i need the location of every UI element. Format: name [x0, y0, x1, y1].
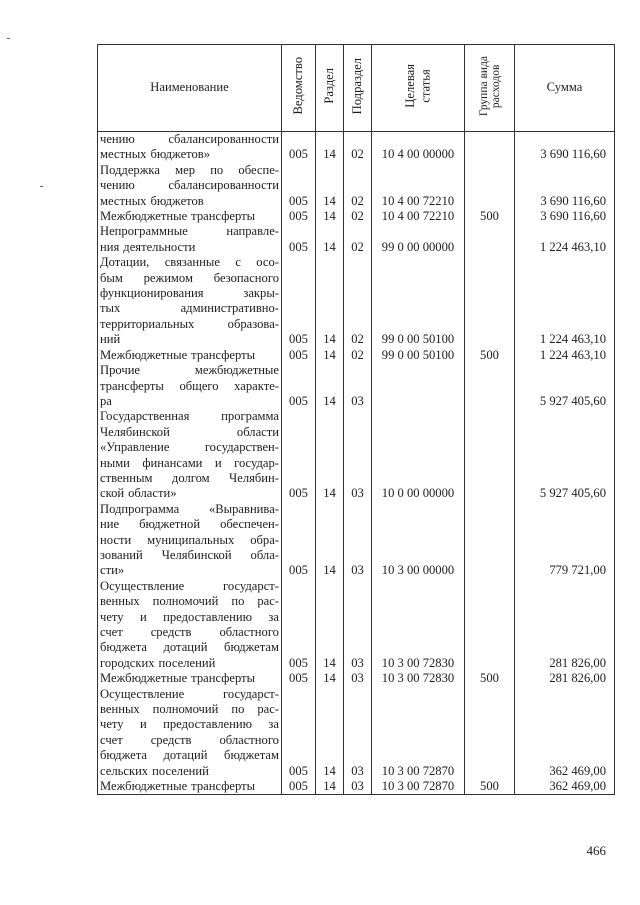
section-cell: 14: [316, 502, 344, 579]
margin-mark: [40, 186, 43, 187]
col-sum-header: Сумма: [515, 45, 615, 132]
target-cell: 10 4 00 00000: [372, 132, 465, 163]
dept-cell: 005: [282, 255, 316, 347]
row-name-cell: [98, 209, 282, 224]
row-name-line: ний: [100, 332, 121, 347]
row-name-line: бюджета дотаций бюджетам: [100, 640, 279, 655]
dept-cell: 005: [282, 502, 316, 579]
table-row: [98, 502, 615, 579]
row-name-line: Межбюджетные трансферты: [100, 209, 256, 224]
row-name-cell: [98, 687, 282, 779]
row-name-cell: [98, 363, 282, 409]
target-cell: 10 4 00 72210: [372, 209, 465, 224]
sum-cell: 3 690 116,60: [515, 132, 615, 163]
col-group-header: Группа вида расходов: [465, 45, 515, 132]
group-cell: [465, 255, 515, 347]
table-row: [98, 671, 615, 686]
row-name-line: Поддержка мер по обеспе-: [100, 162, 279, 177]
row-name-line: Челябинской области: [100, 424, 279, 439]
section-cell: 14: [316, 409, 344, 501]
dept-cell: 005: [282, 363, 316, 409]
margin-mark: [7, 38, 10, 39]
row-name-line: Государственная программа: [100, 409, 279, 424]
section-cell: 14: [316, 255, 344, 347]
sum-cell: 3 690 116,60: [515, 209, 615, 224]
group-cell: [465, 224, 515, 255]
group-cell: 500: [465, 209, 515, 224]
section-cell: 14: [316, 348, 344, 363]
row-name-line: функционирования закры-: [100, 286, 279, 301]
row-name-line: Прочие межбюджетные: [100, 363, 279, 378]
row-name-line: венных полномочий по рас-: [100, 702, 279, 717]
subsection-cell: 02: [344, 132, 372, 163]
section-cell: 14: [316, 687, 344, 779]
group-cell: [465, 579, 515, 671]
row-name-cell: [98, 348, 282, 363]
row-name-cell: [98, 579, 282, 671]
group-cell: [465, 409, 515, 501]
row-name-line: Подпрограмма «Выравнива-: [100, 501, 279, 516]
col-target-header: Целевая статья: [372, 45, 465, 132]
table-row: [98, 687, 615, 779]
col-subsection-header: Подраздел: [344, 45, 372, 132]
table-row: [98, 348, 615, 363]
col-dept-header: Ведомство: [282, 45, 316, 132]
sum-cell: 779 721,00: [515, 502, 615, 579]
row-name-line: сельских поселений: [100, 763, 209, 778]
row-name-line: трансферты общего характе-: [100, 378, 279, 393]
dept-cell: 005: [282, 671, 316, 686]
table-row: [98, 779, 615, 795]
table-row: [98, 132, 615, 163]
sum-cell: 5 927 405,60: [515, 409, 615, 501]
sum-cell: 3 690 116,60: [515, 163, 615, 209]
table-body: [98, 132, 615, 795]
row-name-line: счет средств областного: [100, 732, 279, 747]
row-name-line: Осуществление государст-: [100, 686, 279, 701]
sum-cell: 1 224 463,10: [515, 255, 615, 347]
target-cell: 99 0 00 50100: [372, 348, 465, 363]
target-cell: 99 0 00 00000: [372, 224, 465, 255]
row-name-line: сти»: [100, 563, 125, 578]
row-name-line: «Управление государствен-: [100, 440, 279, 455]
row-name-line: чету и предоставлению за: [100, 717, 279, 732]
table-row: [98, 163, 615, 209]
row-name-line: ственным долгом Челябин-: [100, 470, 279, 485]
subsection-cell: 03: [344, 687, 372, 779]
row-name-line: ра: [100, 393, 112, 408]
target-cell: [372, 363, 465, 409]
row-name-line: местных бюджетов»: [100, 147, 211, 162]
table-header-row: [98, 45, 615, 132]
table-row: [98, 209, 615, 224]
row-name-line: Межбюджетные трансферты: [100, 671, 256, 686]
subsection-cell: 03: [344, 502, 372, 579]
row-name-cell: [98, 163, 282, 209]
section-cell: 14: [316, 671, 344, 686]
group-cell: 500: [465, 348, 515, 363]
section-cell: 14: [316, 163, 344, 209]
row-name-line: чету и предоставлению за: [100, 609, 279, 624]
group-cell: [465, 502, 515, 579]
sum-cell: 362 469,00: [515, 687, 615, 779]
dept-cell: 005: [282, 224, 316, 255]
row-name-line: местных бюджетов: [100, 193, 204, 208]
group-cell: 500: [465, 779, 515, 795]
row-name-line: зований Челябинской обла-: [100, 547, 279, 562]
sum-cell: 1 224 463,10: [515, 348, 615, 363]
target-cell: 10 0 00 00000: [372, 409, 465, 501]
row-name-line: счет средств областного: [100, 625, 279, 639]
subsection-cell: 02: [344, 209, 372, 224]
target-cell: 99 0 00 50100: [372, 255, 465, 347]
row-name-cell: [98, 779, 282, 795]
subsection-cell: 03: [344, 671, 372, 686]
table-row: [98, 579, 615, 671]
row-name-line: городских поселений: [100, 655, 216, 670]
row-name-line: венных полномочий по рас-: [100, 594, 279, 609]
table-row: [98, 255, 615, 347]
row-name-cell: [98, 409, 282, 501]
row-name-line: тых административно-: [100, 301, 279, 316]
subsection-cell: 03: [344, 579, 372, 671]
subsection-cell: 03: [344, 409, 372, 501]
target-cell: 10 3 00 00000: [372, 502, 465, 579]
sum-cell: 1 224 463,10: [515, 224, 615, 255]
target-cell: 10 3 00 72870: [372, 779, 465, 795]
section-cell: 14: [316, 132, 344, 163]
section-cell: 14: [316, 363, 344, 409]
table-row: [98, 409, 615, 501]
target-cell: 10 3 00 72830: [372, 579, 465, 671]
group-cell: [465, 132, 515, 163]
row-name-line: Дотации, связанные с осо-: [100, 255, 279, 270]
target-cell: 10 3 00 72830: [372, 671, 465, 686]
sum-cell: 281 826,00: [515, 579, 615, 671]
section-cell: 14: [316, 779, 344, 795]
page-number: 466: [586, 843, 606, 858]
row-name-line: территориальных образова-: [100, 316, 279, 331]
row-name-line: Межбюджетные трансферты: [100, 779, 256, 794]
row-name-cell: [98, 671, 282, 686]
row-name-cell: [98, 132, 282, 163]
section-cell: 14: [316, 209, 344, 224]
row-name-line: Межбюджетные трансферты: [100, 347, 256, 362]
section-cell: 14: [316, 224, 344, 255]
subsection-cell: 02: [344, 163, 372, 209]
section-cell: 14: [316, 579, 344, 671]
row-name-line: чению сбалансированности: [100, 132, 279, 146]
col-section-header: Раздел: [316, 45, 344, 132]
row-name-line: бюджета дотаций бюджетам: [100, 748, 279, 763]
dept-cell: 005: [282, 163, 316, 209]
dept-cell: 005: [282, 348, 316, 363]
dept-cell: 005: [282, 779, 316, 795]
row-name-cell: [98, 502, 282, 579]
group-cell: 500: [465, 671, 515, 686]
row-name-line: чению сбалансированности: [100, 178, 279, 193]
row-name-line: ние бюджетной обеспечен-: [100, 517, 279, 532]
table-row: [98, 224, 615, 255]
row-name-cell: [98, 255, 282, 347]
subsection-cell: 03: [344, 779, 372, 795]
row-name-line: бым режимом безопасного: [100, 270, 279, 285]
target-cell: 10 3 00 72870: [372, 687, 465, 779]
budget-table: [97, 44, 615, 795]
sum-cell: 5 927 405,60: [515, 363, 615, 409]
group-cell: [465, 163, 515, 209]
subsection-cell: 02: [344, 224, 372, 255]
row-name-line: Осуществление государст-: [100, 578, 279, 593]
table-row: [98, 363, 615, 409]
subsection-cell: 02: [344, 348, 372, 363]
dept-cell: 005: [282, 409, 316, 501]
dept-cell: 005: [282, 579, 316, 671]
dept-cell: 005: [282, 687, 316, 779]
sum-cell: 281 826,00: [515, 671, 615, 686]
row-name-line: ской области»: [100, 486, 177, 501]
row-name-line: ности муниципальных обра-: [100, 532, 279, 547]
col-name-header: Наименование: [98, 45, 282, 132]
group-cell: [465, 363, 515, 409]
target-cell: 10 4 00 72210: [372, 163, 465, 209]
row-name-cell: [98, 224, 282, 255]
dept-cell: 005: [282, 209, 316, 224]
row-name-line: Непрограммные направле-: [100, 224, 279, 239]
dept-cell: 005: [282, 132, 316, 163]
row-name-line: ния деятельности: [100, 239, 196, 254]
subsection-cell: 02: [344, 255, 372, 347]
sum-cell: 362 469,00: [515, 779, 615, 795]
subsection-cell: 03: [344, 363, 372, 409]
row-name-line: ными финансами и государ-: [100, 455, 279, 470]
group-cell: [465, 687, 515, 779]
